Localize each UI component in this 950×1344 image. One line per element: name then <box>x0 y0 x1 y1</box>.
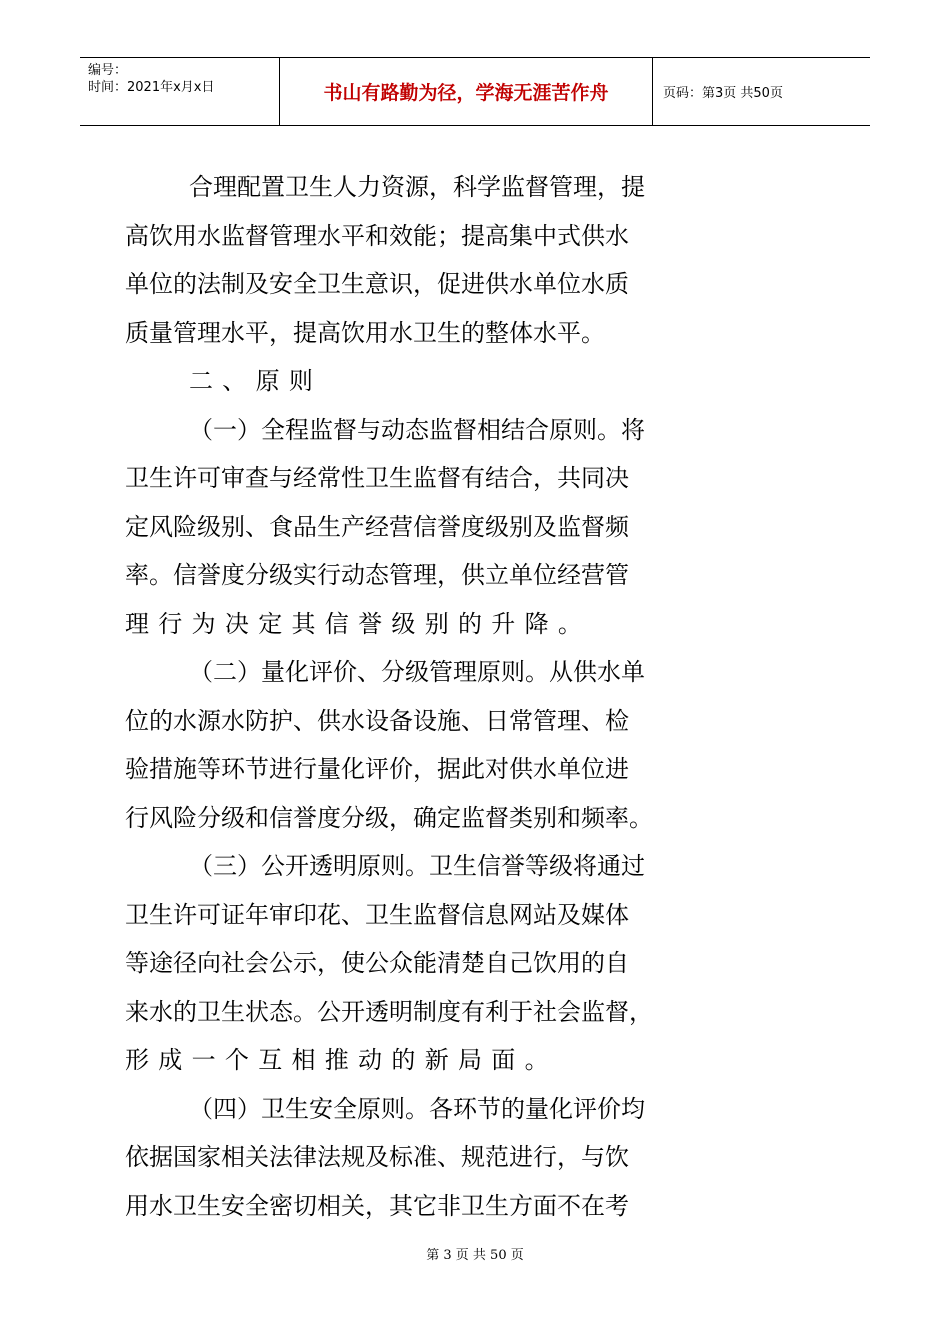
body-line: 用水卫生安全密切相关，其它非卫生方面不在考 <box>125 1191 629 1220</box>
header-meta <box>80 58 280 125</box>
body-line: 高饮用水监督管理水平和效能；提高集中式供水 <box>125 221 629 250</box>
header-motto: 书山有路勤为径，学海无涯苦作舟 <box>280 58 653 125</box>
body-line: 卫生许可审查与经常性卫生监督有结合，共同决 <box>125 464 629 492</box>
body-line: 验措施等环节进行量化评价，据此对供水单位进 <box>125 755 629 783</box>
body-line: 位的水源水防护、供水设备设施、日常管理、检 <box>125 706 629 735</box>
body-line: （二）量化评价、分级管理原则。从供水单 <box>189 658 645 686</box>
page-header <box>80 57 870 126</box>
body-line: 定风险级别、食品生产经营信誉度级别及监督频 <box>125 512 629 541</box>
body-line: 等途径向社会公示，使公众能清楚自己饮用的自 <box>125 949 629 977</box>
body-line: 形成一个互相推动的新局面。 <box>125 1046 558 1074</box>
body-line: 来水的卫生状态。公开透明制度有利于社会监督， <box>125 997 653 1026</box>
body-line: 质量管理水平，提高饮用水卫生的整体水平。 <box>125 318 605 347</box>
body-line: 单位的法制及安全卫生意识，促进供水单位水质 <box>125 270 629 298</box>
page-footer: 第 3 页 共 50 页 <box>426 1248 524 1263</box>
body-line: 依据国家相关法律法规及标准、规范进行，与饮 <box>125 1143 629 1171</box>
body-line: 行风险分级和信誉度分级，确定监督类别和频率。 <box>125 803 653 832</box>
body-line: 理行为决定其信誉级别的升降。 <box>125 609 592 638</box>
body-line: （三）公开透明原则。卫生信誉等级将通过 <box>189 852 645 880</box>
body-line: 率。信誉度分级实行动态管理，供立单位经营管 <box>125 561 629 589</box>
document-body <box>125 163 825 1230</box>
body-line: 合理配置卫生人力资源，科学监督管理，提 <box>189 173 645 201</box>
body-line: （一）全程监督与动态监督相结合原则。将 <box>189 415 645 444</box>
body-line: （四）卫生安全原则。各环节的量化评价均 <box>189 1094 645 1123</box>
document-number-label: 编号： <box>88 63 128 78</box>
header-page-number: 页码：第3页 共50页 <box>663 86 783 101</box>
document-time-label: 时间：2021年x月x日 <box>88 80 215 95</box>
section-heading: 二、原则 <box>189 367 323 395</box>
body-line: 卫生许可证年审印花、卫生监督信息网站及媒体 <box>125 900 629 929</box>
